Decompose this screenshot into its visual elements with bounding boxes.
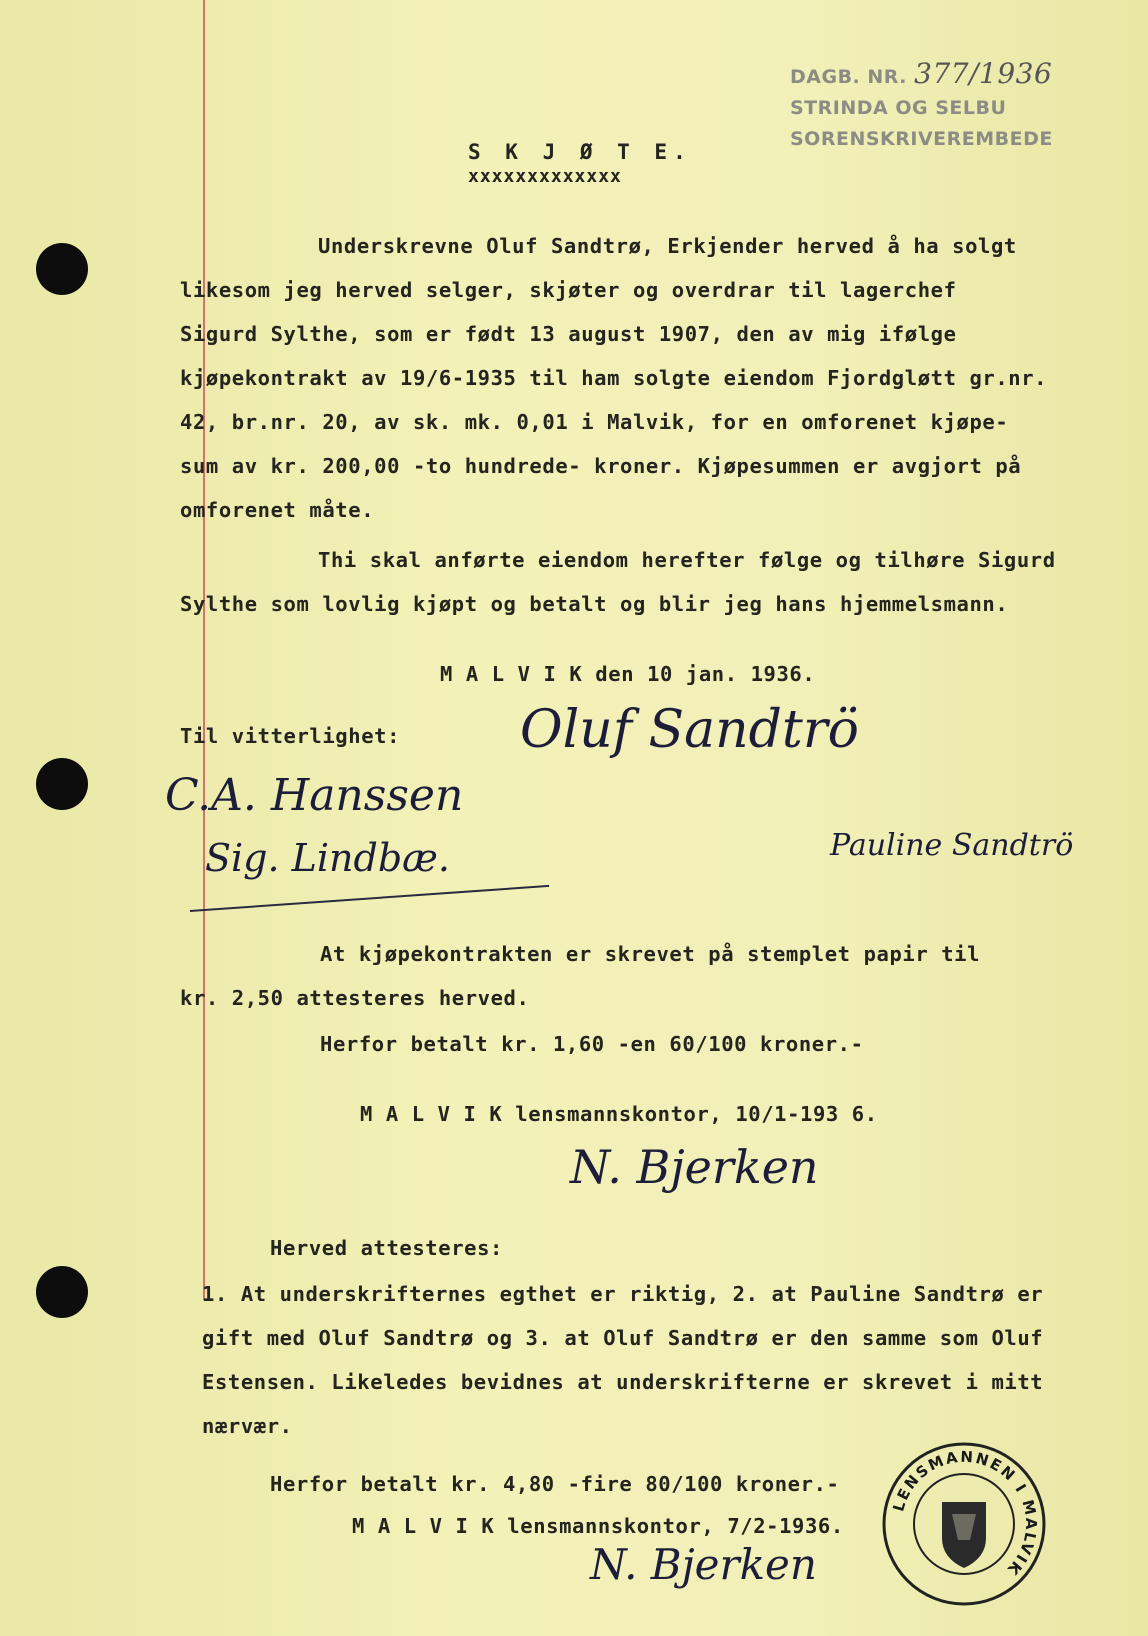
signature-stroke bbox=[190, 885, 549, 912]
punch-hole bbox=[36, 758, 88, 810]
witness-label: Til vitterlighet: bbox=[180, 724, 401, 748]
stamp-label: DAGB. NR. bbox=[790, 66, 907, 88]
registry-stamp bbox=[790, 58, 1090, 155]
attest-date: M A L V I K lensmannskontor, 10/1-193 6. bbox=[360, 1102, 878, 1126]
attest-line: kr. 2,50 attesteres herved. bbox=[180, 986, 530, 1010]
svg-text:LENSMANNEN I MALVIK: LENSMANNEN I MALVIK bbox=[889, 1447, 1041, 1580]
date-line: M A L V I K den 10 jan. 1936. bbox=[440, 662, 816, 686]
punch-hole bbox=[36, 1266, 88, 1318]
attest-line: Herfor betalt kr. 1,60 -en 60/100 kroner.- bbox=[320, 1032, 864, 1056]
stamp-court: STRINDA OG SELBU bbox=[790, 97, 1007, 119]
body-line: kjøpekontrakt av 19/6-1935 til ham solgte eiendom Fjordgløtt gr.nr. bbox=[180, 366, 1048, 390]
body-line: Sylthe som lovlig kjøpt og betalt og blir jeg hans hjemmelsmann. bbox=[180, 592, 1009, 616]
official-signature: N. Bjerken bbox=[570, 1140, 819, 1194]
body-line: likesom jeg herved selger, skjøter og overdrar til lagerchef bbox=[180, 278, 957, 302]
official-signature: N. Bjerken bbox=[590, 1540, 817, 1589]
punch-hole bbox=[36, 243, 88, 295]
stamp-office: SORENSKRIVEREMBEDE bbox=[790, 128, 1053, 150]
attest-line: Estensen. Likeledes bevidnes at underskrifterne er skrevet i mitt bbox=[202, 1370, 1044, 1394]
attest-fee: Herfor betalt kr. 4,80 -fire 80/100 kroner.- bbox=[270, 1472, 840, 1496]
body-line: Sigurd Sylthe, som er født 13 august 1907, den av mig ifølge bbox=[180, 322, 957, 346]
document-title: S K J Ø T E. bbox=[468, 140, 692, 164]
body-line: omforenet måte. bbox=[180, 498, 375, 522]
attest-date: M A L V I K lensmannskontor, 7/2-1936. bbox=[352, 1514, 844, 1538]
body-line: Underskrevne Oluf Sandtrø, Erkjender herved å ha solgt bbox=[318, 234, 1017, 258]
body-line: sum av kr. 200,00 -to hundrede- kroner. Kjøpesummen er avgjort på bbox=[180, 454, 1022, 478]
attest-line: gift med Oluf Sandtrø og 3. at Oluf Sandtrø er den samme som Oluf bbox=[202, 1326, 1044, 1350]
stamp-number: 377/1936 bbox=[914, 57, 1053, 90]
wife-signature: Pauline Sandtrö bbox=[830, 828, 1074, 863]
official-seal bbox=[880, 1440, 1048, 1608]
body-line: 42, br.nr. 20, av sk. mk. 0,01 i Malvik, for en omforenet kjøpe- bbox=[180, 410, 1009, 434]
attest-line: nærvær. bbox=[202, 1414, 293, 1438]
margin-rule bbox=[203, 0, 205, 1300]
attest-heading: Herved attesteres: bbox=[270, 1236, 503, 1260]
body-line: Thi skal anførte eiendom herefter følge og tilhøre Sigurd bbox=[318, 548, 1056, 572]
seller-signature: Oluf Sandtrö bbox=[520, 700, 859, 760]
witness1-signature: C.A. Hanssen bbox=[165, 770, 464, 821]
attest-line: At kjøpekontrakten er skrevet på stemplet papir til bbox=[320, 942, 981, 966]
title-underline: xxxxxxxxxxxxx bbox=[468, 166, 622, 187]
witness2-signature: Sig. Lindbæ. bbox=[205, 836, 450, 880]
attest-line: 1. At underskrifternes egthet er riktig, 2. at Pauline Sandtrø er bbox=[202, 1282, 1044, 1306]
